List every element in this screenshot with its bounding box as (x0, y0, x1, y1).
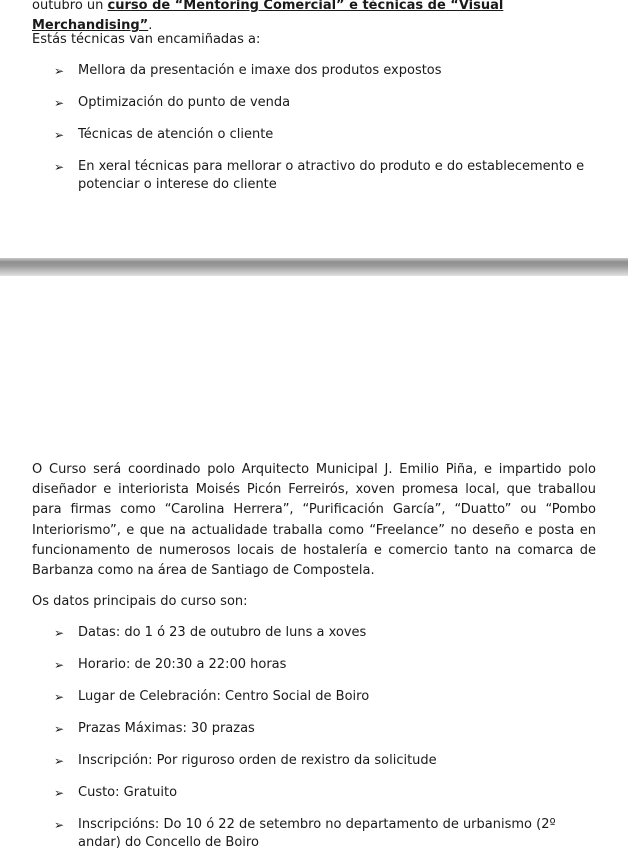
intro-course-title: curso de “Mentoring Comercial” e técnicas de “Visual Merchandising” (32, 0, 504, 33)
arrow-bullet-icon: ➢ (54, 658, 65, 672)
intro-suffix: . (148, 18, 153, 33)
list-item: ➢ Datas: do 1 ó 23 de outubro de luns a xoves (54, 625, 367, 640)
arrow-bullet-icon: ➢ (54, 64, 65, 78)
arrow-bullet-icon: ➢ (54, 626, 65, 640)
document-page-1 (0, 0, 628, 260)
lead-paragraph-2: Os datos principais do curso son: (32, 594, 248, 609)
technique-list (54, 62, 599, 208)
arrow-bullet-icon: ➢ (54, 754, 65, 768)
course-description-paragraph: O Curso será coordinado polo Arquitecto Municipal J. Emilio Piña, e impartido polo diseñador e interiorista Moisés Picón Ferreirós, xoven promesa local, que traballou para firmas como “Carolina Herrera”, “Purificación García”, “Duatto” ou “Pombo Interiorismo”, e que na actualidade traballa como “Freelance” no deseño e posta en funcionamento de numerosos locais de hostalería e comercio tanto na comarca de Barbanza como na área de Santiago de Compostela. (32, 462, 596, 579)
list-item: ➢ Inscripcións: Do 10 ó 22 de setembro no departamento de urbanismo (2º andar) do Concello de Boiro (54, 817, 556, 850)
arrow-bullet-icon: ➢ (54, 786, 65, 800)
intro-prefix: outubro un (32, 0, 108, 13)
list-item: ➢ Lugar de Celebración: Centro Social de Boiro (54, 689, 370, 704)
arrow-bullet-icon: ➢ (54, 818, 65, 832)
list-item: ➢ Optimización do punto de venda (54, 95, 291, 110)
page-separator (0, 258, 628, 276)
arrow-bullet-icon: ➢ (54, 722, 65, 736)
arrow-bullet-icon: ➢ (54, 690, 65, 704)
lead-paragraph-1: Estás técnicas van encamiñadas a: (32, 32, 261, 47)
list-item: ➢ Prazas Máximas: 30 prazas (54, 721, 255, 736)
arrow-bullet-icon: ➢ (54, 128, 65, 142)
list-item: ➢ En xeral técnicas para mellorar o atractivo do produto e do establecemento e potenciar o interese do cliente (54, 159, 585, 192)
document-page-2 (0, 276, 628, 850)
list-item: ➢ Inscripción: Por riguroso orden de rexistro da solicitude (54, 753, 437, 768)
arrow-bullet-icon: ➢ (54, 160, 65, 174)
arrow-bullet-icon: ➢ (54, 96, 65, 110)
list-item: ➢ Horario: de 20:30 a 22:00 horas (54, 657, 287, 672)
list-item: ➢ Técnicas de atención o cliente (54, 127, 274, 142)
course-details-list (54, 624, 599, 866)
list-item: ➢ Mellora da presentación e imaxe dos produtos expostos (54, 63, 442, 78)
list-item: ➢ Custo: Gratuito (54, 785, 178, 800)
